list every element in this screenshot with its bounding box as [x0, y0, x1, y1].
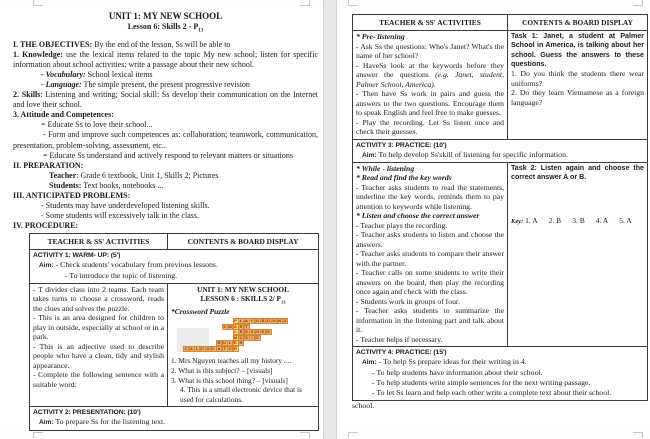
crossword-cell: S — [250, 329, 254, 335]
aim-text: To help develop Ss'skill of listening for specific information. — [376, 149, 568, 159]
warmup-teacher-activities-cell — [30, 283, 168, 406]
crossword-cell: M — [228, 323, 232, 329]
lesson-plan-body — [13, 40, 318, 232]
crossword-cell: S — [245, 329, 248, 335]
paragraph — [33, 370, 164, 389]
crossword-cell: N — [261, 329, 265, 335]
doc-subtitle-text: Lesson 6: Skills 2 - P — [127, 22, 199, 31]
page-corner-mark — [348, 432, 358, 438]
page-corner-mark — [33, 432, 43, 438]
aim-lead: Aim: — [39, 262, 54, 270]
paragraph-text: By the end of the lesson, Ss will be able to — [92, 39, 231, 49]
doc-title: UNIT 1: MY NEW SCHOOL — [108, 11, 223, 21]
paragraph-lead: 3. Attitude and Competences: — [13, 110, 114, 120]
paragraph-text: : Grade 6 textbook, Unit 1, Skills 2; Pictures — [76, 170, 219, 180]
crossword-cell: L — [212, 345, 215, 351]
paragraph-text: - Students work in groups of four. — [356, 296, 460, 306]
table-overflow-text: school. — [352, 401, 375, 411]
page-corner-mark — [300, 432, 310, 438]
paragraph — [356, 297, 504, 307]
paragraph-lead: - Vocabulary: — [41, 69, 86, 79]
aim-text: - To introduce the topic of listening. — [65, 270, 178, 280]
aim-line — [356, 150, 644, 160]
paragraph-italic-text: (e.g. Janet, student, Palmer School, America). — [356, 70, 504, 89]
crossword-cell: A — [217, 345, 221, 351]
paragraph — [356, 118, 504, 137]
clue — [171, 376, 315, 386]
clue-text: 1. Mrs Nguyen teaches all my history .... — [171, 356, 292, 366]
paragraph-text: - Complete the following sentence with a suitable word: — [33, 370, 164, 389]
paragraph-text: - Some students will excessively talk in the class. — [41, 211, 199, 221]
crossword-cell: L — [195, 345, 199, 351]
aim-text: - To help students have information about their school. — [372, 367, 543, 377]
paragraph-text: - HaveSs look at the keywords before they answer the questions — [356, 60, 504, 79]
paragraph — [13, 50, 318, 70]
paragraph-text: * Pre- listening — [356, 32, 405, 41]
board-title-line1: UNIT 1: MY NEW SCHOOL — [197, 284, 289, 294]
crossword-cell: A — [190, 345, 193, 351]
paragraph — [13, 161, 318, 171]
paragraph-lead: I. THE OBJECTIVES: — [13, 39, 93, 49]
crossword-cell: I — [249, 335, 255, 341]
col-header-contents: CONTENTS & BOARD DISPLAY — [508, 15, 648, 31]
activity1-title: ACTIVITY 1: WARM- UP: (5') — [33, 252, 121, 260]
answer-key-value: 4. A — [595, 216, 609, 226]
answer-key-value: 1. A — [525, 216, 538, 226]
paragraph — [13, 90, 318, 110]
task2-cell — [508, 162, 648, 347]
board-title-line2 — [171, 294, 315, 307]
answer-key-label: Key: — [511, 218, 524, 226]
crossword-cell: C — [256, 334, 259, 340]
answer-key-value: 5. A — [619, 216, 632, 226]
paragraph — [13, 130, 318, 150]
paragraph-text: : Listening and writing; Social skill: Ss develop their communication on the Internet and love their school. — [13, 90, 318, 110]
activity4-title: ACTIVITY 4: PRACTICE: (15') — [356, 349, 447, 357]
paragraph — [13, 40, 318, 50]
task2-text — [511, 164, 644, 183]
clue — [171, 356, 315, 366]
activity3-title: ACTIVITY 3: PRACTICE: (10') — [356, 141, 447, 149]
paragraph — [356, 89, 504, 118]
crossword-label: *Crossword Puzzle — [171, 307, 230, 317]
paragraph — [13, 181, 318, 191]
paragraph — [33, 342, 164, 371]
paragraph-text: = Educate Ss understand and actively respond to relevant matters or situations — [43, 150, 293, 160]
paragraph — [356, 249, 504, 268]
activity2-row — [30, 407, 319, 430]
activity3-aims — [356, 150, 644, 160]
crossword-cell: U — [239, 334, 243, 340]
page-2 — [337, 7, 650, 431]
activity3-row — [353, 139, 648, 162]
doc-subtitle — [13, 22, 318, 37]
clue-text: 2. What is this subject? – [visuals] — [171, 366, 273, 376]
page-corner-mark — [300, 0, 310, 6]
crossword-cell: U — [272, 318, 276, 324]
paragraph-text: * Read and find the key words — [356, 173, 452, 183]
crossword-cell: E — [239, 329, 243, 335]
paragraph — [13, 120, 318, 130]
crossword-cell: L — [234, 329, 237, 335]
paragraph-text: Task 2: Listen again and choose the correct answer A or B. — [511, 163, 644, 182]
clue — [171, 385, 315, 404]
crossword-cell: S — [267, 329, 270, 335]
paragraph-lead: II. PREPARATION: — [13, 160, 84, 170]
paragraph-text: - This is an adjective used to describe people who have a clean, tidy and stylish appearance. — [33, 341, 164, 370]
activity4-row — [353, 347, 648, 401]
paragraph-text: 1. Do you think the students there wear uniforms? — [511, 69, 644, 88]
crossword-cell: D — [283, 318, 287, 324]
crossword-cell: E — [234, 340, 237, 346]
paragraph-text: - Form and improve such competences as: collaboration; teamwork, communication, presentation, problem-solving, assessment, etc.. — [13, 130, 318, 150]
procedure-table-page1 — [29, 233, 319, 430]
paragraph-lead: 2. Skills — [13, 90, 41, 100]
crossword-cell: G — [255, 318, 260, 324]
paragraph — [356, 183, 504, 212]
crossword-puzzle — [183, 318, 315, 354]
crossword-cell: C — [184, 345, 188, 351]
paragraph-lead: Students: — [49, 180, 82, 190]
paragraph — [13, 211, 318, 221]
paragraph-text: 2. Do they learn Vietnamese as a foreign language? — [511, 88, 644, 107]
paragraph-text: - Teacher plays the recording. — [356, 220, 448, 230]
col-header-contents: CONTENTS & BOARD DISPLAY — [168, 234, 319, 250]
crossword-cell: N — [278, 318, 281, 324]
crossword-cell: O — [255, 329, 260, 335]
paragraph — [356, 164, 504, 174]
crossword-cell: S — [245, 334, 248, 340]
paragraph — [13, 201, 318, 211]
crossword-cell: L — [239, 318, 243, 324]
paragraph-text: - Teacher asks students to summarize the information in the listening part and talk about it. — [356, 306, 504, 335]
aim-text: - To let Ss learn and help each other write a complete text about their school. — [372, 388, 612, 398]
paragraph — [356, 42, 504, 61]
answer-key-value: 2. B — [548, 216, 562, 226]
aim-line — [356, 378, 644, 388]
activity2-aims — [33, 417, 315, 427]
procedure-table-page2 — [352, 14, 648, 401]
while-listening-cell — [353, 162, 508, 347]
crossword-cell: M — [233, 334, 238, 340]
paragraph — [511, 69, 644, 88]
paragraph — [13, 70, 318, 80]
crossword-cell: S — [223, 323, 226, 329]
activity1-aims — [33, 260, 315, 281]
paragraph — [13, 191, 318, 201]
paragraph-text: * Listen and choose the correct answer — [356, 211, 480, 221]
paragraph-lead: 1. Knowledge: — [13, 49, 63, 59]
doc-subtitle-pagenum: 13 — [198, 28, 204, 34]
aim-line — [33, 271, 315, 281]
paragraph — [356, 335, 504, 345]
paragraph — [511, 88, 644, 107]
col-header-activities: TEACHER & SS' ACTIVITIES — [353, 15, 508, 31]
paragraph — [356, 230, 504, 249]
pre-listening-cell — [353, 31, 508, 140]
paragraph-text: - Teacher asks students to read the statements, underline the key words, reminds them to pay attention to keywords while listening. — [356, 182, 504, 211]
crossword-cell: R — [234, 345, 237, 351]
paragraph-lead: IV. PROCEDURE: — [13, 221, 79, 231]
paragraph-text: School lexical items — [85, 69, 153, 79]
warmup-board-cell — [168, 283, 319, 406]
paragraph — [13, 80, 318, 90]
paragraph-text: The simple present, the present progressive revision — [81, 79, 250, 89]
crossword-cell: R — [239, 323, 243, 329]
paragraph — [33, 313, 164, 342]
aim-line — [33, 260, 315, 270]
crossword-cell: T — [245, 323, 248, 329]
activity2-title: ACTIVITY 2: PRESENTATION: (10') — [33, 409, 141, 417]
crossword-cell: O — [266, 318, 271, 324]
paragraph-text: Text books, notebooks ... — [81, 180, 164, 190]
paragraph — [356, 221, 504, 231]
crossword-cell: C — [201, 345, 204, 351]
clue — [171, 366, 315, 376]
paragraph-text: - Ask Ss the questions: Who's Janet? What's the name of her school? — [356, 41, 504, 60]
answer-key-value: 3. B — [572, 216, 585, 226]
answer-key-values — [525, 216, 643, 225]
crossword-cell: T — [223, 345, 226, 351]
aim-text: To prepare Ss for the listening text. — [53, 417, 166, 427]
answer-key — [511, 216, 644, 227]
paragraph-text: = Educate Ss to love their school... — [41, 120, 153, 130]
task1-cell — [508, 31, 648, 140]
crossword-cell: R — [239, 340, 243, 346]
crossword-cell: U — [223, 340, 226, 346]
paragraph-text: * While - listening — [356, 163, 415, 173]
paragraph-lead: Teacher — [49, 170, 77, 180]
paragraph-text: - Teacher asks students to compare their answer with the partner. — [356, 249, 504, 268]
activity1-row — [30, 250, 319, 284]
aim-text: - To help Ss prepare ideas for their writing in 4. — [376, 357, 527, 367]
page-corner-mark — [633, 432, 643, 438]
crossword-clues — [171, 356, 315, 404]
col-header-activities: TEACHER & SS' ACTIVITIES — [30, 234, 168, 250]
aim-line — [33, 417, 315, 427]
page-1-content — [0, 7, 323, 431]
paragraph-text: - Play the recording. Let Ss listen once and check their guesses. — [356, 117, 504, 136]
paragraph-lead: III. ANTICIPATED PROBLEMS: — [13, 191, 131, 200]
paragraph — [356, 211, 504, 221]
paragraph — [13, 171, 318, 181]
crossword-cell: R — [217, 340, 221, 346]
crossword-cell: A — [245, 318, 248, 324]
paragraph — [356, 173, 504, 183]
crossword-cell: U — [206, 345, 210, 351]
paragraph — [356, 268, 504, 297]
activity4-aims — [356, 357, 644, 398]
paragraph — [356, 32, 504, 42]
aim-lead: Aim: — [39, 419, 54, 427]
paragraph — [511, 32, 644, 69]
crossword-cell: A — [234, 323, 237, 329]
crossword-cell: R — [261, 318, 265, 324]
paragraph-text: - This is an area designed for children to play in outside, especially at school or in a park. — [33, 313, 164, 342]
page-corner-mark — [348, 0, 358, 6]
aim-line — [356, 357, 644, 367]
page-1 — [0, 7, 323, 431]
paragraph-text: use the lexical items related to the topic My new school; listen for specific information about school activities; write a passage about their new school. — [13, 49, 318, 69]
aim-text: - Check students' vocabulary from previous lessons. — [53, 260, 218, 270]
aim-lead: Aim: — [362, 151, 377, 159]
clue-text: 4. This is a small electronic device that is used for calculations. — [180, 385, 302, 404]
paragraph — [356, 61, 504, 90]
crossword-cell: L — [228, 340, 232, 346]
crossword-cell: P — [234, 318, 237, 324]
paragraph-text: - Teacher asks students to listen and choose the answers. — [356, 230, 504, 249]
paragraph-text: - Then have Ss work in pairs and guess the answers to the two questions. Encourage them to speak English and feel free to make guesses. — [356, 89, 504, 117]
aim-lead: Aim: — [362, 359, 377, 367]
paragraph — [13, 221, 318, 231]
board-title-line2-pagenum: 13 — [281, 299, 286, 305]
paragraph-lead: - Language: — [41, 79, 82, 89]
aim-text: - To help students write simple sentences for the next writing passage. — [372, 377, 591, 387]
page-corner-mark — [33, 0, 43, 6]
paragraph-text: - Students may have underdeveloped listening skills. — [41, 201, 210, 211]
page-gap — [323, 0, 337, 439]
page-corner-mark — [633, 0, 643, 6]
paragraph — [356, 306, 504, 335]
paragraph — [511, 164, 644, 183]
crossword-cell: Y — [250, 318, 254, 324]
paragraph-text: - T divides class into 2 teams. Each team takes turns to choose a crossword, reads the clues and solves the puzzle. — [33, 284, 164, 313]
paragraph-text: - Teacher calls on some students to write their answers on the board, then play the recording once again and check with the class. — [356, 268, 504, 297]
aim-line — [356, 388, 644, 398]
paragraph — [33, 285, 164, 314]
paragraph — [13, 110, 318, 120]
paragraph-text: - Teacher helps if necessary. — [356, 334, 443, 344]
paragraph — [13, 151, 318, 161]
paragraph-text: Task 1: Janet, a student at Palmer School in America, is talking about her school. Guess the answers to these questions. — [511, 32, 644, 68]
aim-line — [356, 368, 644, 378]
board-title-line2-text: LESSON 6 : SKILLS 2/ P — [200, 294, 281, 304]
crossword-cell: O — [228, 345, 232, 351]
clue-text: 3. What is this school thing? – [visuals] — [171, 375, 288, 385]
